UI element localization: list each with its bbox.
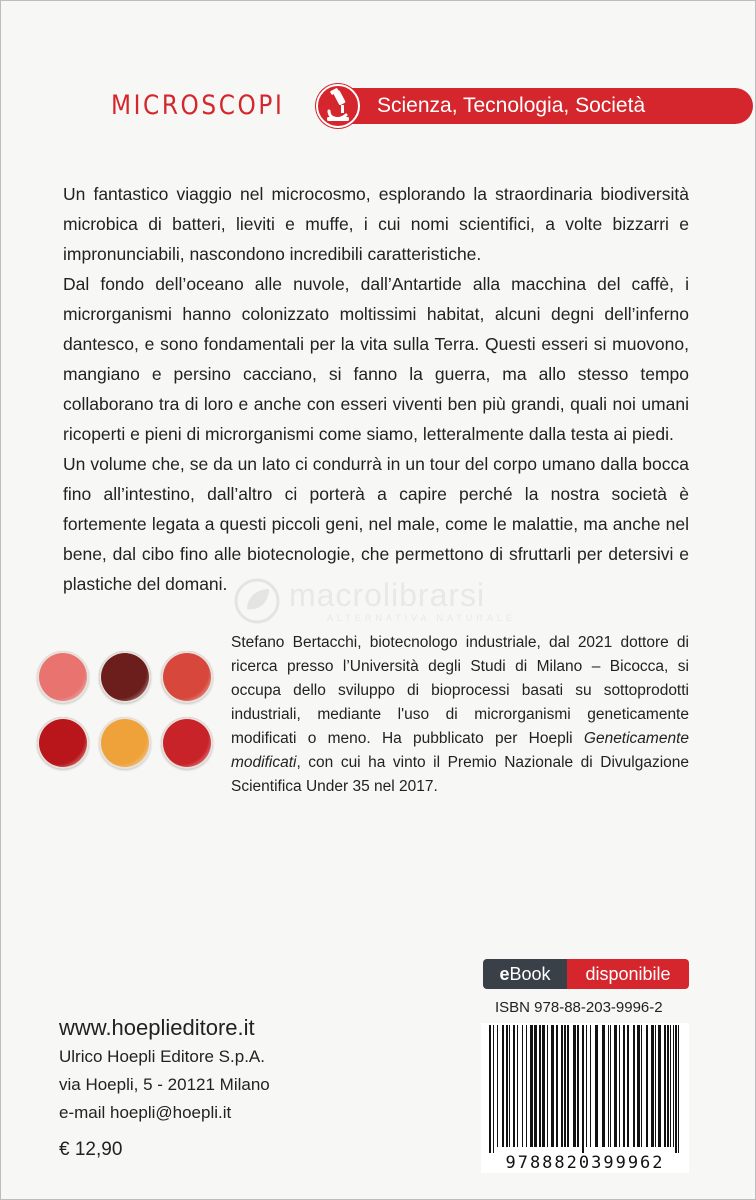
- barcode-bar: [534, 1025, 537, 1147]
- barcode-bar: [493, 1025, 494, 1153]
- petri-dish: [37, 651, 89, 703]
- barcode-bar: [658, 1025, 661, 1147]
- watermark-name: macrolibrarsi: [289, 577, 486, 613]
- barcode-bar: [526, 1025, 527, 1147]
- barcode-bar: [506, 1025, 508, 1147]
- isbn-label: ISBN 978-88-203-9996-2: [495, 999, 663, 1016]
- barcode-bar: [623, 1025, 625, 1147]
- barcode-bar: [517, 1025, 518, 1147]
- barcode-digits: 9788820399962: [505, 1153, 665, 1173]
- barcode-bar: [651, 1025, 654, 1147]
- barcode-bar: [489, 1025, 491, 1153]
- watermark: [233, 577, 533, 625]
- barcode-bar: [577, 1025, 579, 1147]
- barcode-bar: [539, 1025, 541, 1147]
- barcode-bar: [673, 1025, 674, 1147]
- barcode-bar: [497, 1025, 498, 1147]
- petri-dish: [99, 717, 151, 769]
- book-description: [63, 179, 689, 599]
- barcode-bar: [509, 1025, 510, 1147]
- author-bio: [231, 631, 689, 799]
- barcode-bar: [637, 1025, 640, 1147]
- description-paragraph: Un volume che, se da un lato ci condurrà in un tour del corpo umano dalla bocca fino all’intestino, dall’altro ci porterà a capire perché la nostra società è fortemente legata a questi piccoli geni, nel male, come le malattie, ma anche nel bene, dal cibo fino alle biotecnologie, che permettono di sfruttarli per detersivi e plastiche del domani.: [63, 454, 689, 594]
- bio-intro: Stefano Bertacchi, biotecnologo industriale, dal 2021 dottore di ricerca presso l’Università degli Studi di Milano – Bicocca, si occupa dello sviluppo di bioprocessi basati su sottoprodotti industriali, mediante l'uso di microrganismi geneticamente modificati o meno. Ha pubblicato per Hoepli: [231, 634, 689, 747]
- barcode-bar: [564, 1025, 566, 1147]
- barcode-bar: [678, 1025, 679, 1153]
- description-paragraph: Un fantastico viaggio nel microcosmo, esplorando la straordinaria biodiversità microbica di batteri, lieviti e muffe, i cui nomi scientifici, a volte bizzarri e impronunciabili, nascondono incredibili caratteristiche.: [63, 184, 689, 264]
- barcode-bar: [633, 1025, 635, 1147]
- ebook-label: eBook: [483, 959, 567, 989]
- barcode-bar: [561, 1025, 563, 1147]
- barcode-bar: [502, 1025, 504, 1147]
- barcode-bar: [655, 1025, 656, 1147]
- barcode-bar: [551, 1025, 554, 1147]
- series-header: [111, 83, 651, 129]
- barcode-bar: [641, 1025, 642, 1147]
- barcode-bar: [670, 1025, 671, 1147]
- barcode-bar: [530, 1025, 533, 1147]
- publisher-address: via Hoepli, 5 - 20121 Milano: [59, 1075, 270, 1094]
- barcode-bar: [610, 1025, 611, 1147]
- barcode-bar: [522, 1025, 523, 1147]
- isbn-barcode: [481, 1023, 689, 1173]
- barcode-bar: [614, 1025, 617, 1147]
- petri-dish: [161, 651, 213, 703]
- petri-dish: [161, 717, 213, 769]
- barcode-bar: [608, 1025, 609, 1147]
- description-paragraph: Dal fondo dell’oceano alle nuvole, dall’Antartide alla macchina del caffè, i microrganismi hanno colonizzato moltissimi habitat, alcuni degni dell’inferno dantesco, e sono fondamentali per la vita sulla Terra. Questi esseri si muovono, mangiano e persino cacciano, si fanno la guerra, ma allo stesso tempo collaborano tra di loro e anche con esseri viventi ben più grandi, quali noi umani ricoperti e pieni di microrganismi come siamo, letteralmente dalla testa ai piedi.: [63, 274, 689, 444]
- barcode-bar: [590, 1025, 591, 1147]
- series-name: MICROSCOPI: [111, 90, 285, 121]
- petri-dish: [99, 651, 151, 703]
- barcode-bar: [667, 1025, 669, 1147]
- book-price: € 12,90: [59, 1139, 123, 1160]
- barcode-bar: [573, 1025, 576, 1147]
- barcode-bar: [586, 1025, 587, 1147]
- publisher-name: Ulrico Hoepli Editore S.p.A.: [59, 1047, 265, 1066]
- petri-dishes-image: [37, 651, 213, 773]
- leaf-icon: [233, 577, 281, 625]
- publisher-website: www.hoeplieditore.it: [59, 1015, 255, 1040]
- bio-outro: , con cui ha vinto il Premio Nazionale di Divulgazione Scientifica Under 35 nel 2017.: [231, 754, 689, 795]
- barcode-bar: [602, 1025, 605, 1147]
- barcode-bar: [627, 1025, 629, 1147]
- publisher-info: [59, 1013, 270, 1165]
- barcode-bar: [547, 1025, 548, 1147]
- barcode-bar: [646, 1025, 648, 1147]
- barcode-bar: [675, 1025, 677, 1153]
- ebook-status: disponibile: [567, 959, 689, 989]
- microscope-icon: [315, 83, 361, 129]
- series-tagline-banner: [351, 88, 753, 124]
- barcode-bar: [556, 1025, 558, 1147]
- barcode-bar: [542, 1025, 545, 1147]
- publisher-email: e-mail hoepli@hoepli.it: [59, 1103, 232, 1122]
- barcode-bar: [619, 1025, 620, 1147]
- bio-book-title: Geneticamente modificati: [231, 730, 690, 771]
- barcode-bar: [567, 1025, 569, 1147]
- series-tagline: Scienza, Tecnologia, Società: [377, 94, 646, 117]
- watermark-subtitle: ALTERNATIVA NATURALE: [327, 613, 516, 623]
- barcode-bar: [595, 1025, 598, 1147]
- petri-dish: [37, 717, 89, 769]
- barcode-bar: [664, 1025, 666, 1147]
- barcode-bar: [582, 1025, 584, 1153]
- ebook-badge: [483, 959, 689, 989]
- barcode-bar: [513, 1025, 515, 1147]
